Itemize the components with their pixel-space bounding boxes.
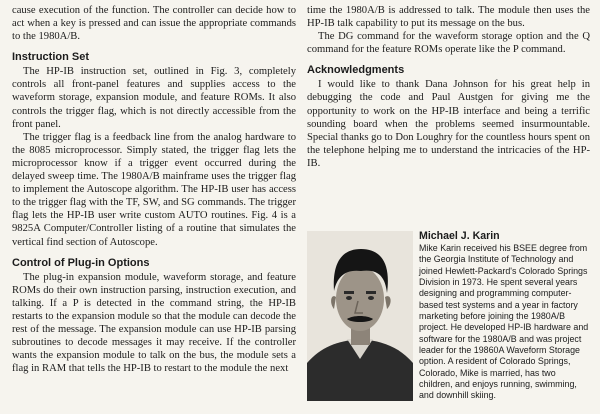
right-paragraph-3: I would like to thank Dana Johnson for his great help in debugging the code and Paul Austgen for giving me the opportunity to work on the HP-IB interface and being a terrific sounding board when the problems seemed insurmountable. Special thanks go to Don Loughry for the countless hours spent on the telephone helping me to understand the intricacies of the HP-IB.	[307, 79, 590, 169]
author-name: Michael J. Karin	[419, 230, 500, 242]
left-column	[12, 4, 296, 375]
author-photo	[307, 231, 413, 401]
left-paragraph-3: The trigger flag is a feedback line from the analog hardware to the 8085 microprocessor. Simply stated, the trigger flag lets the microprocessor know if a trigger event occurred during the delayed sweep time. The 1980A/B mainframe uses the trigger flag to implement the Autoscope algorithm. The HP-IB user has access to the trigger flag with the TF, SW, and SG commands. The trigger flag lets the HP-IB user write custom AUTO routines. Fig. 4 is a 9825A Computer/Controller listing of a routine that simulates the vertical find section of Autoscope.	[12, 131, 296, 248]
left-paragraph-1: cause execution of the function. The controller can decide how to act when a key is pressed and can issue the appropriate commands to the 1980A/B.	[12, 5, 296, 43]
author-bio	[307, 230, 590, 410]
author-portrait-image	[307, 231, 413, 401]
left-paragraph-2: The HP-IB instruction set, outlined in Fig. 3, completely controls all front-panel features and supplies access to the waveform storage, expansion module, and feature ROMs. It also controls the trigger flag, which is not directly accessible from the front panel.	[12, 66, 296, 130]
bio-text-block	[419, 230, 590, 402]
right-paragraph-2: The DG command for the waveform storage option and the Q command for the feature ROMs operate like the P command.	[307, 31, 590, 56]
left-paragraph-4: The plug-in expansion module, waveform storage, and feature ROMs do their own instruction parsing, instruction execution, and talking. If a P is detected in the command string, the HP-IB restarts to the expansion module so that the module can decode the rest of the message. The expansion module can use HP-IB parsing subroutines to decode messages it may receive. If the controller wants the expansion module to talk on the bus, the module sets a flag in RAM that tells the HP-IB to restart to the module the next	[12, 271, 296, 375]
right-column	[307, 4, 590, 170]
heading-plug-in-options: Control of Plug-in Options	[12, 256, 150, 269]
heading-instruction-set: Instruction Set	[12, 51, 90, 64]
right-paragraph-1: time the 1980A/B is addressed to talk. The module then uses the HP-IB talk capability to put its message on the bus.	[307, 5, 590, 30]
author-bio-text: Mike Karin received his BSEE degree from the Georgia Institute of Technology and joined Hewlett-Packard's Colorado Springs Division in 1973. He spent several years designing and programming computer-based test systems and a year in factory marketing before joining the 1980A/B project. He developed HP-IB hardware and software for the 1980A/B and was project leader for the 19860A Waveform Storage option. A resident of Colorado Springs, Colorado, Mike is married, has two children, and enjoys running, swimming, and downhill skiing.	[419, 243, 589, 401]
heading-acknowledgments: Acknowledgments	[307, 64, 405, 77]
